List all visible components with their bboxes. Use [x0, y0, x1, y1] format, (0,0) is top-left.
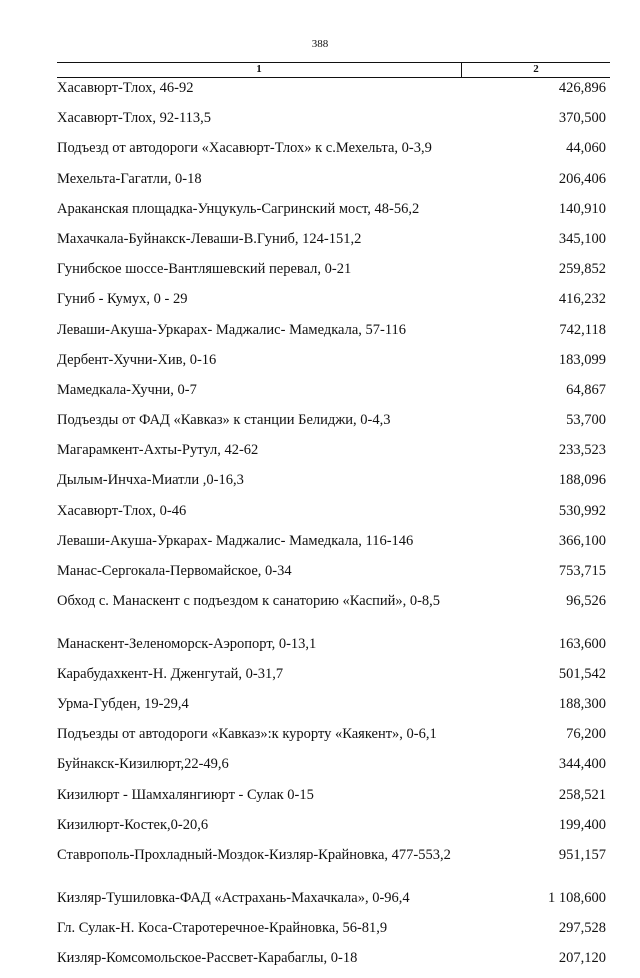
table-row: [57, 694, 610, 724]
road-name-cell: Ставрополь-Прохладный-Моздок-Кизляр-Крайновка, 477-553,2: [57, 847, 451, 863]
header-col-1: 1: [57, 63, 462, 77]
road-name-cell: Кизилюрт - Шамхалянгиюрт - Сулак 0-15: [57, 786, 314, 803]
amount-cell: 951,157: [558, 847, 606, 863]
road-name-cell: Гл. Сулак-Н. Коса-Старотеречное-Крайновка, 56-81,9: [57, 919, 388, 936]
amount-cell: 345,100: [558, 230, 606, 247]
table-row: [57, 138, 610, 168]
road-name-cell: Манаскент-Зеленоморск-Аэропорт, 0-13,1: [57, 635, 317, 652]
table-row: [57, 320, 610, 350]
table-row: [57, 785, 610, 815]
table-row: [57, 410, 610, 440]
amount-cell: 140,910: [558, 200, 606, 217]
amount-cell: 753,715: [558, 563, 606, 579]
road-name-cell: Мехельта-Гагатли, 0-18: [57, 170, 202, 187]
table-row: [57, 289, 610, 319]
amount-cell: 199,400: [558, 816, 606, 833]
road-name-cell: Гуниб - Кумух, 0 - 29: [57, 291, 188, 308]
page-number: 388: [311, 38, 329, 50]
amount-cell: 53,700: [566, 412, 606, 429]
road-name-cell: Гунибское шоссе-Вантляшевский перевал, 0-21: [57, 261, 352, 278]
road-name-cell: Обход с. Манаскент с подъездом к санаторию «Каспий», 0-8,5: [57, 593, 441, 610]
table-row: [57, 845, 610, 888]
amount-cell: 96,526: [566, 593, 606, 610]
amount-cell: 416,232: [558, 291, 606, 308]
road-name-cell: Карабудахкент-Н. Дженгутай, 0-31,7: [57, 665, 284, 682]
table-row: [57, 259, 610, 289]
table-row: [57, 634, 610, 664]
road-name-cell: Араканская площадка-Унцукуль-Сагринский мост, 48-56,2: [57, 200, 420, 217]
amount-cell: 188,300: [558, 696, 606, 713]
road-name-cell: Мамедкала-Хучни, 0-7: [57, 381, 197, 398]
table-row: [57, 948, 610, 978]
table-row: [57, 531, 610, 561]
amount-cell: 206,406: [558, 170, 606, 187]
table-row: [57, 199, 610, 229]
road-name-cell: Леваши-Акуша-Уркарах- Маджалис- Мамедкала, 57-116: [57, 321, 407, 338]
table-row: [57, 561, 610, 591]
table-header: [57, 62, 610, 78]
table-row: [57, 78, 610, 108]
table-row: [57, 815, 610, 845]
table-row: [57, 501, 610, 531]
table-row: [57, 664, 610, 694]
amount-cell: 183,099: [558, 351, 606, 368]
road-name-cell: Магарамкент-Ахты-Рутул, 42-62: [57, 442, 259, 459]
amount-cell: 501,542: [558, 665, 606, 682]
road-name-cell: Дылым-Инчха-Миатли ,0-16,3: [57, 472, 244, 489]
table-row: [57, 754, 610, 784]
amount-cell: 76,200: [566, 726, 606, 743]
road-name-cell: Хасавюрт-Тлох, 92-113,5: [57, 110, 212, 127]
table-row: [57, 918, 610, 948]
road-name-cell: Буйнакск-Кизилюрт,22-49,6: [57, 756, 229, 773]
amount-cell: 344,400: [558, 756, 606, 773]
table-row: [57, 229, 610, 259]
table-row: [57, 591, 610, 634]
table-row: [57, 169, 610, 199]
table-row: [57, 108, 610, 138]
road-name-cell: Махачкала-Буйнакск-Леваши-В.Гуниб, 124-151,2: [57, 230, 362, 247]
amount-cell: 44,060: [566, 140, 606, 157]
amount-cell: 370,500: [558, 110, 606, 127]
amount-cell: 297,528: [558, 919, 606, 936]
amount-cell: 742,118: [559, 321, 606, 338]
amount-cell: 1 108,600: [548, 889, 606, 906]
amount-cell: 207,120: [558, 949, 606, 966]
road-name-cell: Кизляр-Комсомольское-Рассвет-Карабаглы, 0-18: [57, 949, 358, 966]
road-name-cell: Урма-Губден, 19-29,4: [57, 696, 189, 713]
table-body: [57, 78, 610, 978]
amount-cell: 163,600: [558, 635, 606, 652]
table-row: [57, 440, 610, 470]
header-col-2: 2: [533, 63, 539, 75]
table-row: [57, 470, 610, 500]
road-name-cell: Подъезды от автодороги «Кавказ»:к курорту «Каякент», 0-6,1: [57, 726, 437, 743]
amount-cell: 188,096: [558, 472, 606, 489]
amount-cell: 64,867: [566, 381, 606, 398]
amount-cell: 426,896: [558, 80, 606, 96]
road-name-cell: Хасавюрт-Тлох, 46-92: [57, 80, 194, 96]
road-name-cell: Подъезд от автодороги «Хасавюрт-Тлох» к с.Мехельта, 0-3,9: [57, 140, 432, 157]
road-name-cell: Подъезды от ФАД «Кавказ» к станции Белиджи, 0-4,3: [57, 412, 391, 429]
amount-cell: 233,523: [558, 442, 606, 459]
amount-cell: 259,852: [558, 261, 606, 278]
roads-table: [57, 62, 610, 978]
table-row: [57, 350, 610, 380]
road-name-cell: Кизляр-Тушиловка-ФАД «Астрахань-Махачкала», 0-96,4: [57, 889, 410, 906]
table-row: [57, 888, 610, 918]
road-name-cell: Хасавюрт-Тлох, 0-46: [57, 502, 187, 519]
amount-cell: 258,521: [558, 786, 606, 803]
road-name-cell: Манас-Сергокала-Первомайское, 0-34: [57, 563, 292, 579]
amount-cell: 530,992: [558, 502, 606, 519]
road-name-cell: Дербент-Хучни-Хив, 0-16: [57, 351, 217, 368]
table-row: [57, 724, 610, 754]
amount-cell: 366,100: [558, 532, 606, 549]
road-name-cell: Леваши-Акуша-Уркарах- Маджалис- Мамедкала, 116-146: [57, 532, 414, 549]
table-row: [57, 380, 610, 410]
road-name-cell: Кизилюрт-Костек,0-20,6: [57, 816, 209, 833]
